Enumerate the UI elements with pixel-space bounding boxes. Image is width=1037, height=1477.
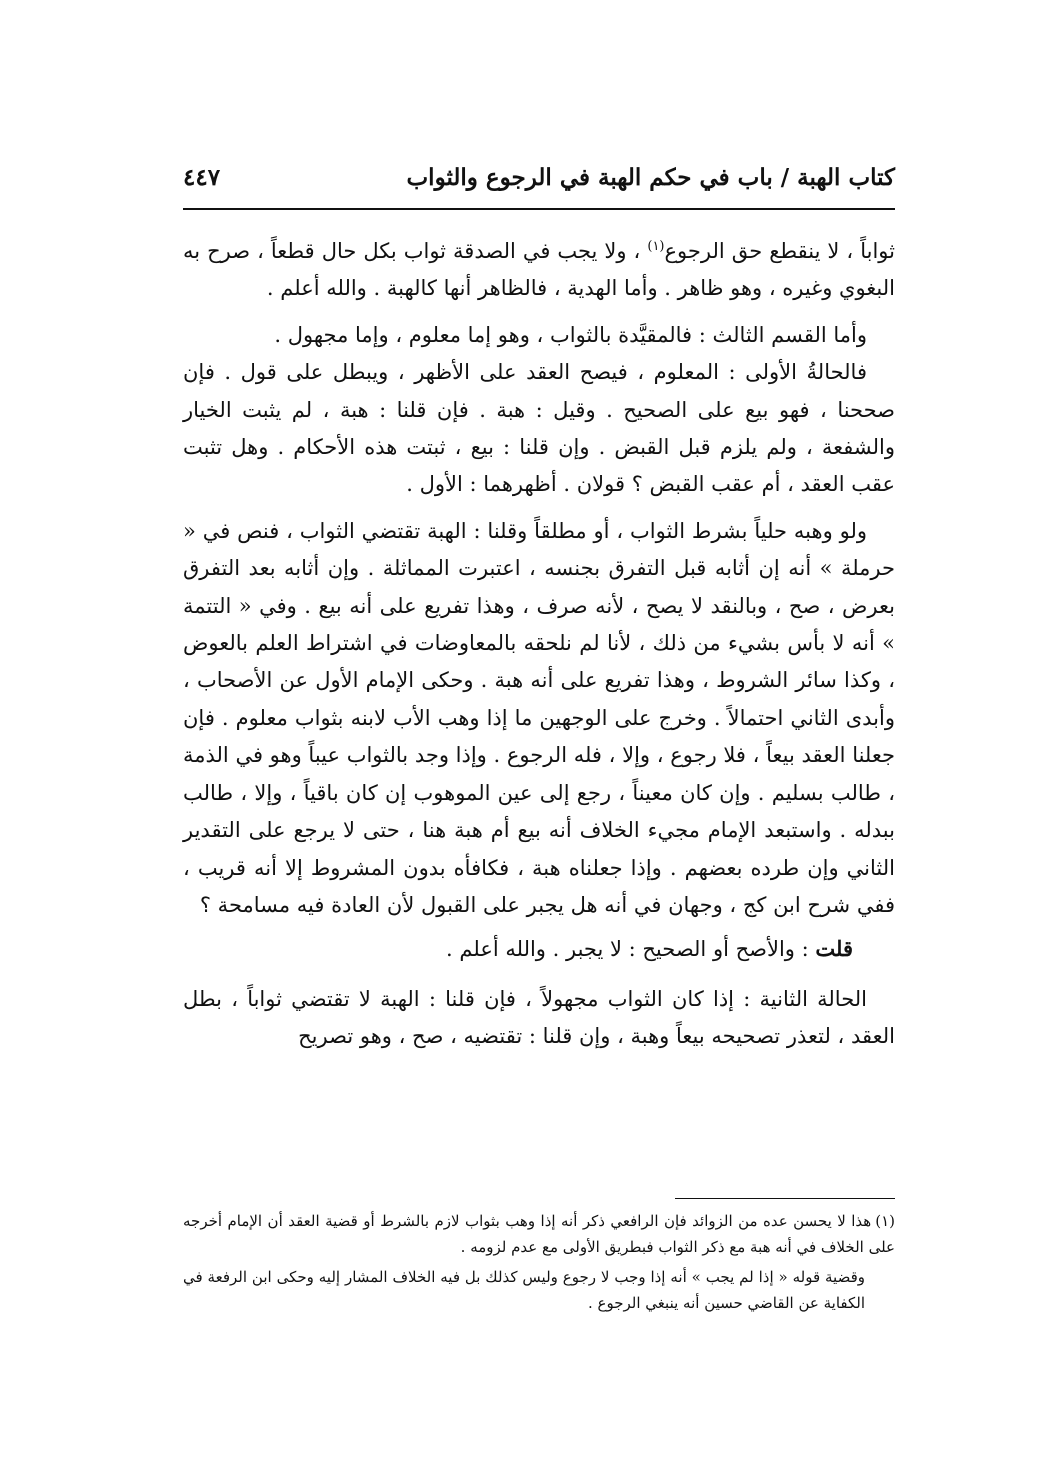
footnote-1 <box>183 1208 895 1260</box>
paragraph-1 <box>183 228 895 308</box>
footnote-ref-1[interactable]: (١) <box>647 239 665 254</box>
page-number: ٤٤٧ <box>183 164 221 191</box>
paragraph-2: وأما القسم الثالث : فالمقيَّدة بالثواب ، وهو إما معلوم ، وإما مجهول . <box>274 322 867 347</box>
paragraph-3: فالحالةُ الأولى : المعلوم ، فيصح العقد على الأظهر ، ويبطل على قول . فإن صححنا ، فهو بيع على الصحيح . وقيل : هبة . فإن قلنا : هبة ، لم يثبت الخيار والشفعة ، ولم يلزم قبل القبض . وإن قلنا : بيع ، ثبتت هذه الأحكام . وهل تثبت عقب العقد ، أم عقب القبض ؟ قولان . أظهرهما : الأول . <box>183 360 895 497</box>
footnote-1-number: (١) <box>875 1212 895 1230</box>
footnote-divider <box>675 1198 895 1199</box>
chapter-title: كتاب الهبة / باب في حكم الهبة في الرجوع والثواب <box>406 164 895 191</box>
header-divider <box>183 208 895 210</box>
paragraph-6: الحالة الثانية : إذا كان الثواب مجهولاً ، فإن قلنا : الهبة لا تقتضي ثواباً ، بطل العقد ، لتعذر تصحيحه بيعاً وهبة ، وإن قلنا : تقتضيه ، صح ، وهو تصريح <box>183 986 895 1049</box>
main-text <box>183 228 895 1056</box>
paragraph-1-start: ثواباً ، لا ينقطع حق الرجوع <box>664 239 895 263</box>
footnote-1-continuation: وقضية قوله « إذا لم يجب » أنه إذا وجب لا رجوع وليس كذلك بل فيه الخلاف المشار إليه وحكى ابن الرفعة في الكفاية عن القاضي حسين أنه ينبغي الرجوع . <box>183 1268 865 1312</box>
footnote-1-text: هذا لا يحسن عده من الزوائد فإن الرافعي ذكر أنه إذا وهب بثواب لازم بالشرط أو قضية العقد أن الإمام أخرجه على الخلاف في أنه هبة مع ذكر الثواب فبطريق الأولى مع عدم لزومه . <box>183 1212 895 1256</box>
paragraph-5 <box>183 930 895 968</box>
paragraph-1-end: ، ولا يجب في الصدقة ثواب بكل حال قطعاً ، صرح به البغوي وغيره ، وهو ظاهر . وأما الهدية ، فالظاهر أنها كالهبة . والله أعلم . <box>183 239 895 301</box>
paragraph-4: ولو وهبه حلياً بشرط الثواب ، أو مطلقاً وقلنا : الهبة تقتضي الثواب ، فنص في « حرملة » أنه إن أثابه قبل التفرق بجنسه ، اعتبرت المماثلة . وإن أثابه بعد التفرق بعرض ، صح ، وبالنقد لا يصح ، لأنه صرف ، وهذا تفريع على أنه بيع . وفي « التتمة » أنه لا بأس بشيء من ذلك ، لأنا لم نلحقه بالمعاوضات في اشتراط العلم بالعوض ، وكذا سائر الشروط ، وهذا تفريع على أنه هبة . وحكى الإمام الأول عن الأصحاب ، وأبدى الثاني احتمالاً . وخرج على الوجهين ما إذا وهب الأب لابنه بثواب معلوم . فإن جعلنا العقد بيعاً ، فلا رجوع ، وإلا ، فله الرجوع . وإذا وجد بالثواب عيباً وهو في الذمة ، طالب بسليم . وإن كان معيناً ، رجع إلى عين الموهوب إن كان باقياً ، وإلا ، طالب ببدله . واستبعد الإمام مجيء الخلاف أنه بيع أم هبة هنا ، حتى لا يرجع على التقدير الثاني وإن طرده بعضهم . وإذا جعلناه هبة ، فكافأه بدون المشروط إلا أنه قريب ، ففي شرح ابن كج ، وجهان في أنه هل يجبر على القبول لأن العادة فيه مسامحة ؟ <box>183 518 895 917</box>
running-header <box>183 160 895 198</box>
footnotes <box>183 1208 895 1316</box>
qult-label: قلت <box>815 936 853 962</box>
paragraph-5-text: : والأصح أو الصحيح : لا يجبر . والله أعلم . <box>446 937 816 962</box>
